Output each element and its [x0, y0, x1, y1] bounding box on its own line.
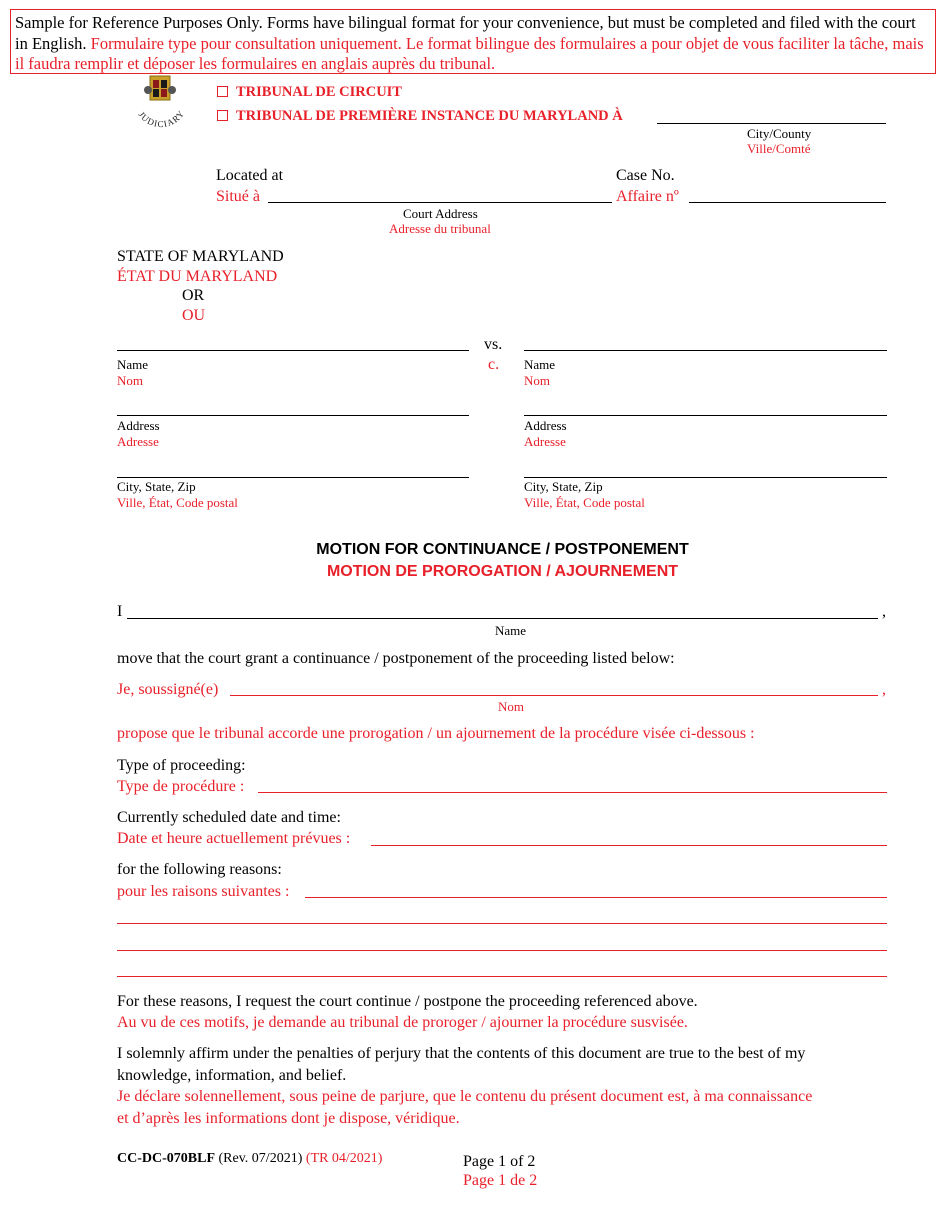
- reasons-field-line-2[interactable]: [117, 923, 887, 924]
- court-address-caption-fr: Adresse du tribunal: [389, 221, 491, 236]
- plaintiff-address-field[interactable]: [117, 415, 469, 416]
- plaintiff-csz-caption-fr: Ville, État, Code postal: [117, 495, 238, 510]
- type-of-proceeding-label: Type of proceeding:: [117, 757, 246, 774]
- case-no-field[interactable]: [689, 202, 886, 203]
- scheduled-date-label: Currently scheduled date and time:: [117, 809, 341, 826]
- form-title: MOTION FOR CONTINUANCE / POSTPONEMENT: [316, 541, 689, 558]
- reasons-label: for the following reasons:: [117, 861, 282, 878]
- scheduled-date-field[interactable]: [371, 845, 887, 846]
- movant-name-field-fr[interactable]: [230, 695, 878, 696]
- seal-shield-icon: [144, 76, 176, 100]
- page-number: Page 1 of 2: [463, 1153, 536, 1170]
- plaintiff-name-caption: Name: [117, 357, 149, 372]
- comma-fr: ,: [882, 681, 886, 698]
- case-no-label-fr: Affaire nº: [616, 188, 679, 205]
- scheduled-date-label-fr: Date et heure actuellement prévues :: [117, 830, 351, 847]
- defendant-address-field[interactable]: [524, 415, 887, 416]
- movant-name-caption: Name: [495, 623, 527, 638]
- comma-en: ,: [882, 603, 886, 620]
- plaintiff-address-caption-fr: Adresse: [117, 434, 159, 449]
- seal-text: JUDICIARY: [136, 108, 187, 130]
- defendant-name-caption-fr: Nom: [524, 373, 550, 388]
- i-label: I: [117, 603, 123, 620]
- or-label-fr: OU: [182, 307, 206, 324]
- state-of-maryland: STATE OF MARYLAND: [117, 248, 284, 265]
- city-county-caption-fr: Ville/Comté: [747, 141, 811, 156]
- defendant-csz-caption-fr: Ville, État, Code postal: [524, 495, 645, 510]
- affirmation-line-1-fr: Je déclare solennellement, sous peine de parjure, que le contenu du présent document est, à ma connaissance: [117, 1088, 813, 1105]
- court-address-caption: Court Address: [403, 206, 478, 221]
- defendant-name-caption: Name: [524, 357, 556, 372]
- court-option-district[interactable]: [217, 108, 623, 125]
- defendant-address-caption: Address: [524, 418, 567, 433]
- defendant-name-field[interactable]: [524, 350, 887, 351]
- defendant-csz-caption: City, State, Zip: [524, 479, 603, 494]
- plaintiff-csz-caption: City, State, Zip: [117, 479, 196, 494]
- request-statement-fr: Au vu de ces motifs, je demande au tribunal de proroger / ajourner la procédure susvisée.: [117, 1014, 688, 1031]
- city-county-caption: City/County: [747, 126, 812, 141]
- plaintiff-name-field[interactable]: [117, 350, 469, 351]
- propose-statement-fr: propose que le tribunal accorde une prorogation / un ajournement de la procédure visée ci-dessous :: [117, 725, 755, 742]
- versus-label: vs.: [484, 336, 503, 353]
- reasons-label-fr: pour les raisons suivantes :: [117, 883, 290, 900]
- reasons-field-line-4[interactable]: [117, 976, 887, 977]
- plaintiff-address-caption: Address: [117, 418, 160, 433]
- court-option-circuit[interactable]: [217, 84, 402, 101]
- request-statement: For these reasons, I request the court continue / postpone the proceeding referenced above.: [117, 993, 698, 1010]
- form-title-fr: MOTION DE PROROGATION / AJOURNEMENT: [326, 563, 679, 580]
- state-of-maryland-fr: ÉTAT DU MARYLAND: [117, 268, 278, 285]
- form-id: CC-DC-070BLF: [117, 1151, 215, 1166]
- je-soussigne-label: Je, soussigné(e): [117, 681, 219, 698]
- checkbox-icon[interactable]: [217, 86, 228, 97]
- notice-french: Formulaire type pour consultation uniquement. Le format bilingue des formulaires a pour objet de vous faciliter la tâche, mais il faudra remplir et déposer les formulaires en anglais auprès du tribunal.: [15, 33, 924, 73]
- movant-name-field[interactable]: [127, 618, 878, 619]
- plaintiff-name-caption-fr: Nom: [117, 373, 143, 388]
- affirmation-line-1: I solemnly affirm under the penalties of perjury that the contents of this document are true to the best of my: [117, 1045, 806, 1062]
- court-option-district-label: TRIBUNAL DE PREMIÈRE INSTANCE DU MARYLAND À: [236, 108, 623, 124]
- svg-text:JUDICIARY: [137, 108, 187, 129]
- reasons-field-line-3[interactable]: [117, 950, 887, 951]
- defendant-city-state-zip-field[interactable]: [524, 477, 887, 478]
- form-identifier: [117, 1151, 382, 1167]
- court-address-field[interactable]: [268, 202, 612, 203]
- page-number-fr: Page 1 de 2: [463, 1172, 538, 1189]
- form-translation-revision: (TR 04/2021): [305, 1151, 383, 1166]
- movant-name-caption-fr: Nom: [498, 699, 524, 714]
- located-at-label: Located at: [216, 167, 284, 184]
- versus-label-fr: c.: [488, 356, 500, 373]
- defendant-address-caption-fr: Adresse: [524, 434, 566, 449]
- checkbox-icon[interactable]: [217, 110, 228, 121]
- court-option-circuit-label: TRIBUNAL DE CIRCUIT: [236, 84, 402, 100]
- affirmation-line-2: knowledge, information, and belief.: [117, 1067, 347, 1084]
- move-statement: move that the court grant a continuance / postponement of the proceeding listed below:: [117, 650, 675, 667]
- plaintiff-city-state-zip-field[interactable]: [117, 477, 469, 478]
- form-revision: (Rev. 07/2021): [218, 1151, 303, 1166]
- maryland-judiciary-seal: [128, 70, 194, 132]
- type-of-proceeding-label-fr: Type de procédure :: [117, 778, 245, 795]
- case-no-label: Case No.: [616, 167, 675, 184]
- reasons-field-line-1[interactable]: [305, 897, 887, 898]
- notice-english: Sample for Reference Purposes Only. Forms have bilingual format for your convenience, but must be completed and filed with the court in English.: [15, 13, 916, 53]
- city-county-field[interactable]: [657, 123, 886, 124]
- affirmation-line-2-fr: et d’après les informations dont je dispose, véridique.: [117, 1110, 460, 1127]
- or-label: OR: [182, 287, 205, 304]
- located-at-label-fr: Situé à: [216, 188, 260, 205]
- type-of-proceeding-field[interactable]: [258, 792, 887, 793]
- reference-notice-box: [10, 9, 936, 74]
